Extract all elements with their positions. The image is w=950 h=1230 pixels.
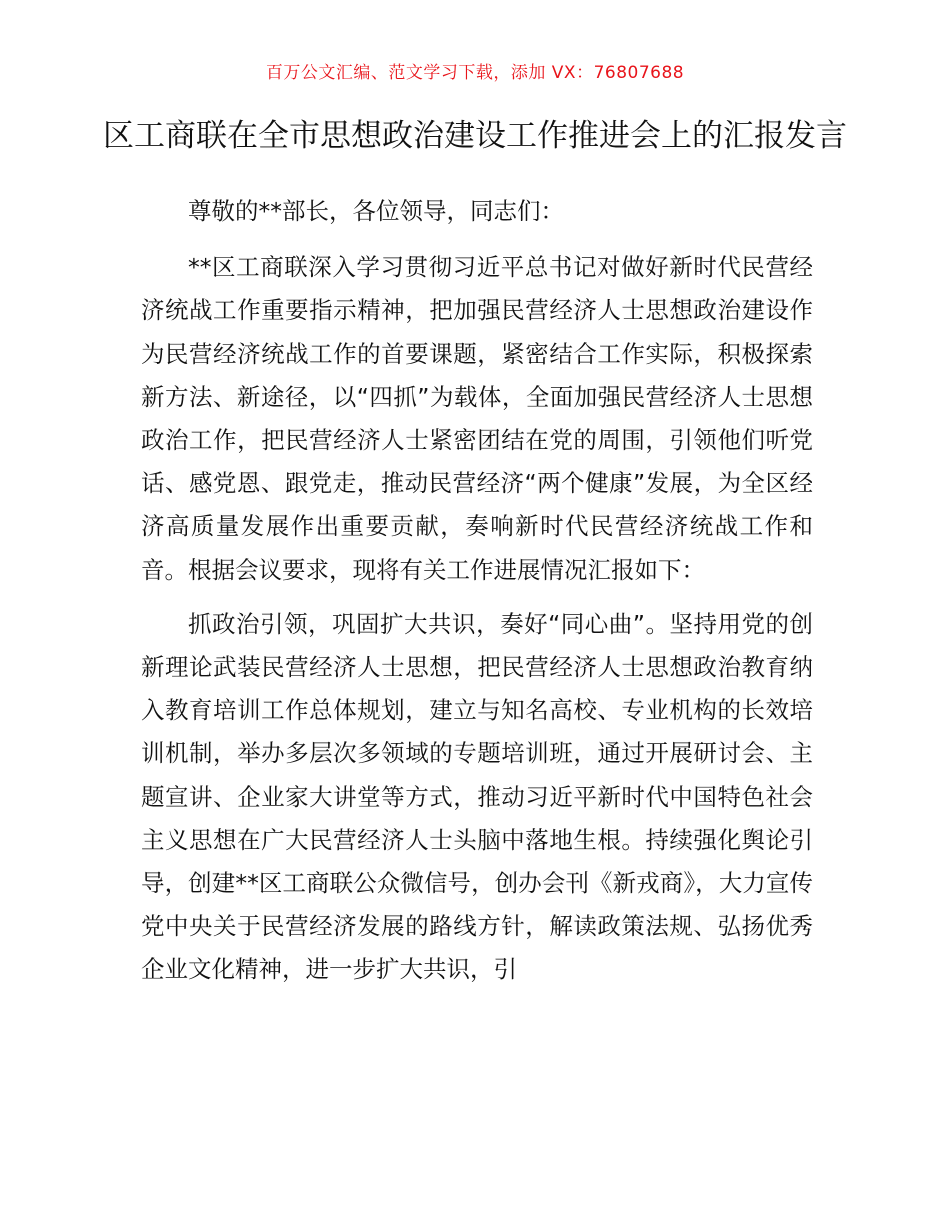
watermark-text: 百万公文汇编、范文学习下载，添加 VX：76807688 bbox=[265, 63, 685, 83]
document-title: 区工商联在全市思想政治建设工作推进会上的汇报发言 bbox=[103, 118, 847, 154]
document-body bbox=[141, 190, 813, 992]
paragraph: 抓政治引领，巩固扩大共识，奏好“同心曲”。坚持用党的创新理论武装民营经济人士思想，把民营经济人士思想政治教育纳入教育培训工作总体规划，建立与知名高校、专业机构的长效培训机制，举办多层次多领域的专题培训班，通过开展研讨会、主题宣讲、企业家大讲堂等方式，推动习近平新时代中国特色社会主义思想在广大民营经济人士头脑中落地生根。持续强化舆论引导，创建**区工商联公众微信号，创办会刊《新戎商》，大力宣传党中央关于民营经济发展的路线方针，解读政策法规、弘扬优秀企业文化精神，进一步扩大共识，引 bbox=[141, 609, 813, 984]
greeting-line: 尊敬的**部长，各位领导，同志们： bbox=[188, 197, 564, 225]
paragraph: **区工商联深入学习贯彻习近平总书记对做好新时代民营经济统战工作重要指示精神，把加强民营经济人士思想政治建设作为民营经济统战工作的首要课题，紧密结合工作实际，积极探索新方法、新途径，以“四抓”为载体，全面加强民营经济人士思想政治工作，把民营经济人士紧密团结在党的周围，引领他们听党话、感党恩、跟党走，推动民营经济“两个健康”发展，为全区经济高质量发展作出重要贡献，奏响新时代民营经济统战工作和音。根据会议要求，现将有关工作进展情况汇报如下： bbox=[141, 253, 813, 584]
